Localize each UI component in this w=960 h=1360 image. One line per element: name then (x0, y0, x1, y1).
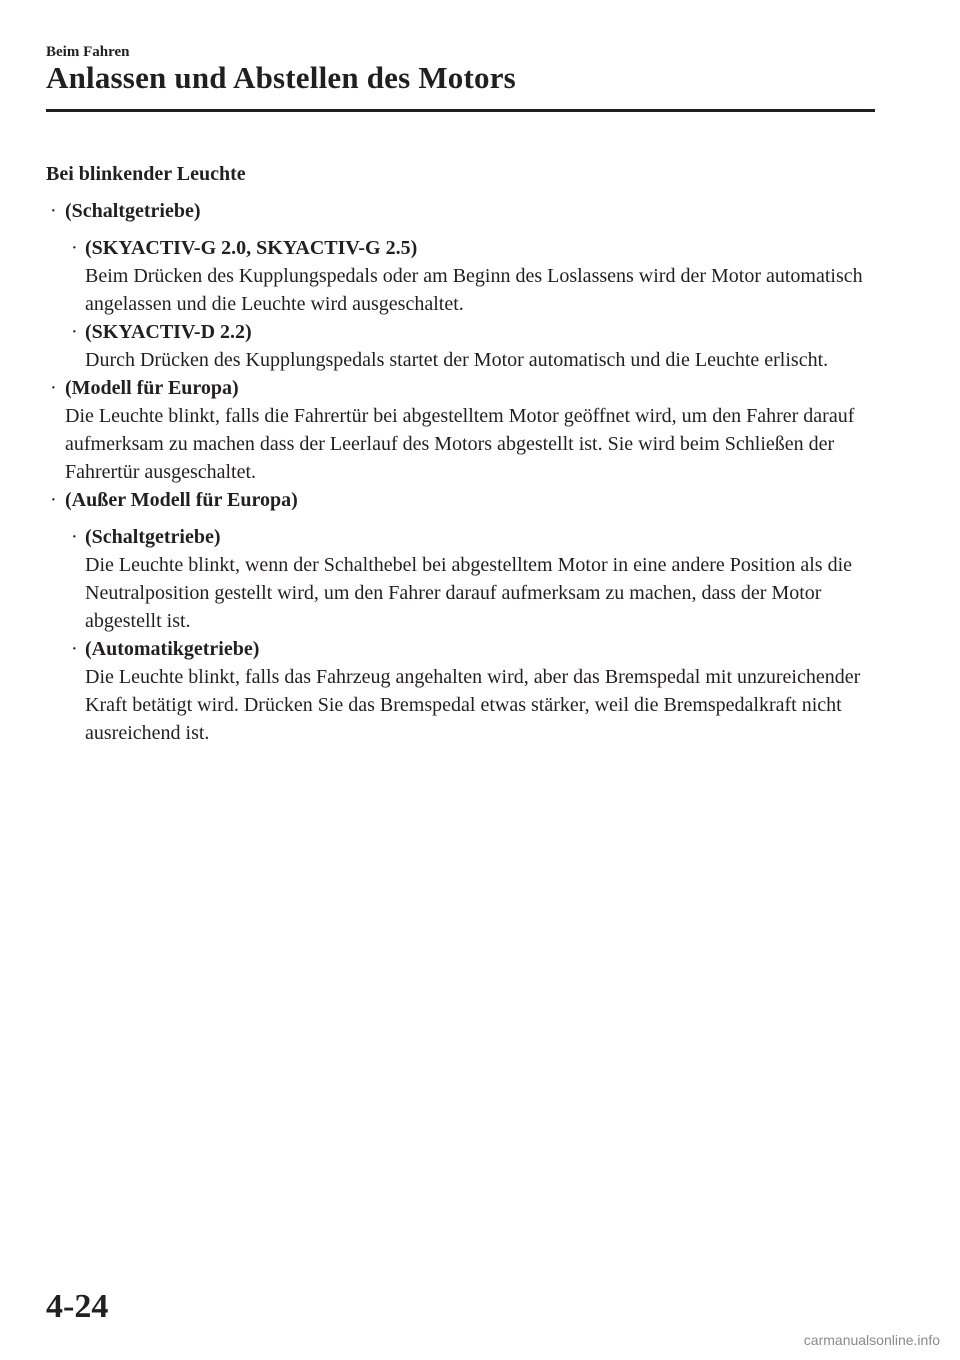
item-text: Die Leuchte blinkt, falls das Fahrzeug angehalten wird, aber das Bremspedal mit unzureichender Kraft betätigt wird. Drücken Sie das Bremspedal etwas stärker, weil die Bremspedalkraft nicht ausreichend ist. (85, 666, 861, 744)
item-text: Die Leuchte blinkt, falls die Fahrertür bei abgestelltem Motor geöffnet wird, um den Fahrer darauf aufmerksam zu machen dass der Leerlauf des Motors abgestellt ist. Sie wird beim Schließen der Fahrertür ausgeschaltet. (65, 405, 855, 483)
chapter-label: Beim Fahren (46, 44, 130, 60)
item-label: (Automatikgetriebe) (85, 638, 260, 660)
bullet-icon: · (50, 200, 57, 222)
item-text: Die Leuchte blinkt, wenn der Schalthebel bei abgestelltem Motor in eine andere Position als die Neutralposition gestellt wird, um den Fahrer darauf aufmerksam zu machen, dass der Motor abgestellt ist. (85, 554, 853, 632)
list-item (46, 635, 876, 747)
item-label: (Schaltgetriebe) (65, 200, 201, 222)
content (46, 160, 876, 747)
bullet-icon: · (50, 377, 57, 399)
bullet-icon: · (71, 638, 78, 660)
section-heading: Bei blinkender Leuchte (46, 163, 246, 185)
page-number: 4-24 (46, 1288, 109, 1325)
list-item (46, 234, 876, 318)
list-item (46, 318, 876, 374)
bullet-icon: · (71, 237, 78, 259)
list-item (46, 374, 876, 486)
item-label: (SKYACTIV-G 2.0, SKYACTIV-G 2.5) (85, 237, 418, 259)
bullet-icon: · (71, 526, 78, 548)
watermark-link[interactable]: carmanualsonline.info (803, 1332, 940, 1348)
page-title: Anlassen und Abstellen des Motors (46, 60, 516, 95)
list-item (46, 197, 876, 225)
list-item (46, 523, 876, 635)
item-label: (Außer Modell für Europa) (65, 489, 298, 511)
list-item (46, 486, 876, 514)
bullet-icon: · (50, 489, 57, 511)
title-rule (46, 109, 875, 112)
item-text: Durch Drücken des Kupplungspedals startet der Motor automatisch und die Leuchte erlischt. (85, 349, 829, 371)
item-text: Beim Drücken des Kupplungspedals oder am Beginn des Loslassens wird der Motor automatisch angelassen und die Leuchte wird ausgeschaltet. (85, 265, 863, 315)
item-label: (Schaltgetriebe) (85, 526, 221, 548)
bullet-icon: · (71, 321, 78, 343)
item-label: (Modell für Europa) (65, 377, 239, 399)
item-label: (SKYACTIV-D 2.2) (85, 321, 252, 343)
